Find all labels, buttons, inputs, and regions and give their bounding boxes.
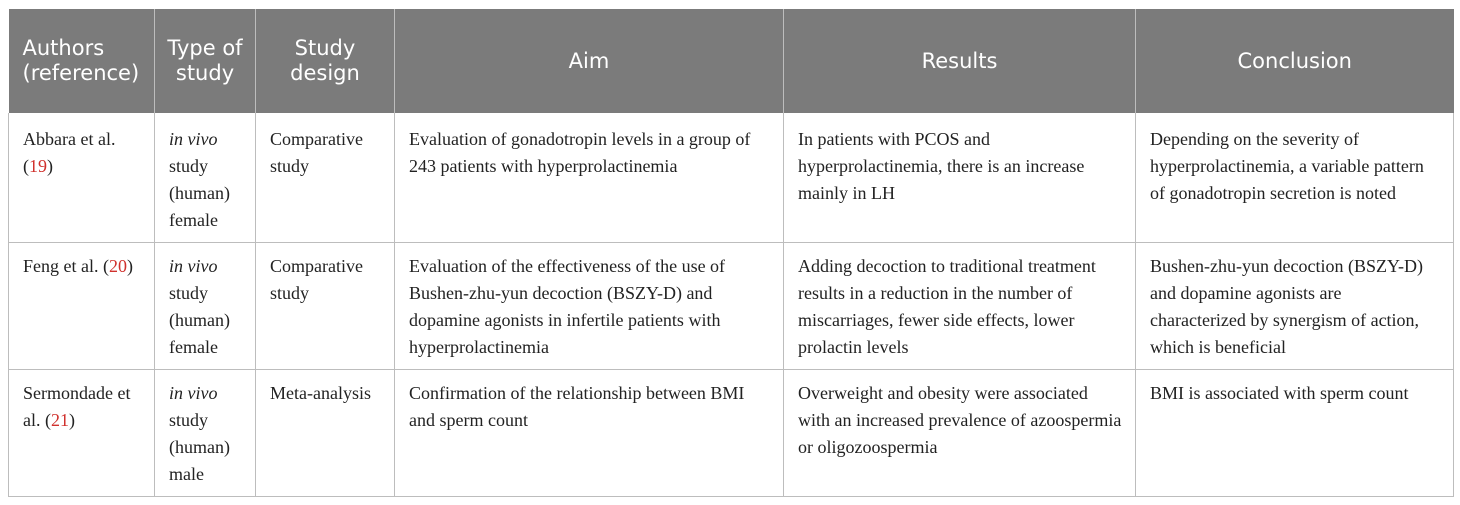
header-results: Results bbox=[784, 9, 1136, 113]
cell-author bbox=[9, 370, 155, 497]
reference-link[interactable]: 20 bbox=[108, 256, 127, 276]
header-design: Study design bbox=[256, 9, 395, 113]
cell-type bbox=[155, 113, 256, 243]
cell-type bbox=[155, 370, 256, 497]
cell-author bbox=[9, 113, 155, 243]
header-type: Type of study bbox=[155, 9, 256, 113]
cell-aim: Confirmation of the relationship between BMI and sperm count bbox=[395, 370, 784, 497]
cell-aim: Evaluation of gonadotropin levels in a group of 243 patients with hyperprolactinemia bbox=[395, 113, 784, 243]
study-table bbox=[8, 9, 1454, 497]
author-name: Abbara et al. ( bbox=[23, 129, 116, 176]
author-paren: ) bbox=[47, 156, 53, 176]
header-authors: Authors (reference) bbox=[9, 9, 155, 113]
author-paren: ) bbox=[126, 256, 133, 276]
cell-design: Comparative study bbox=[256, 243, 395, 370]
cell-aim: Evaluation of the effectiveness of the use of Bushen-zhu-yun decoction (BSZY-D) and dopamine agonists in infertile patients with hyperprolactinemia bbox=[395, 243, 784, 370]
reference-link[interactable]: 19 bbox=[29, 156, 47, 176]
cell-conclusion: Depending on the severity of hyperprolactinemia, a variable pattern of gonadotropin secretion is noted bbox=[1136, 113, 1454, 243]
cell-results: Overweight and obesity were associated with an increased prevalence of azoospermia or oligozoospermia bbox=[784, 370, 1136, 497]
cell-design: Meta-analysis bbox=[256, 370, 395, 497]
cell-results: Adding decoction to traditional treatment results in a reduction in the number of miscarriages, fewer side effects, lower prolactin levels bbox=[784, 243, 1136, 370]
type-rest: study (human) female bbox=[169, 156, 230, 230]
type-rest: study (human) male bbox=[169, 410, 230, 484]
cell-author bbox=[9, 243, 155, 370]
header-aim: Aim bbox=[395, 9, 784, 113]
cell-design: Comparative study bbox=[256, 113, 395, 243]
header-conclusion: Conclusion bbox=[1136, 9, 1454, 113]
cell-results: In patients with PCOS and hyperprolactinemia, there is an increase mainly in LH bbox=[784, 113, 1136, 243]
cell-conclusion: Bushen-zhu-yun decoction (BSZY-D) and dopamine agonists are characterized by synergism of action, which is beneficial bbox=[1136, 243, 1454, 370]
author-name: Sermondade et al. ( bbox=[23, 383, 131, 430]
cell-type bbox=[155, 243, 256, 370]
table-row bbox=[9, 113, 1454, 243]
type-italic: in vivo bbox=[169, 383, 218, 403]
cell-conclusion: BMI is associated with sperm count bbox=[1136, 370, 1454, 497]
type-italic: in vivo bbox=[169, 256, 218, 276]
header-row bbox=[9, 9, 1454, 113]
author-name: Feng et al. ( bbox=[23, 256, 109, 276]
reference-link[interactable]: 21 bbox=[50, 410, 69, 430]
table-row bbox=[9, 243, 1454, 370]
type-rest: study (human) female bbox=[169, 283, 230, 357]
table-row bbox=[9, 370, 1454, 497]
type-italic: in vivo bbox=[169, 129, 218, 149]
author-paren: ) bbox=[68, 410, 75, 430]
